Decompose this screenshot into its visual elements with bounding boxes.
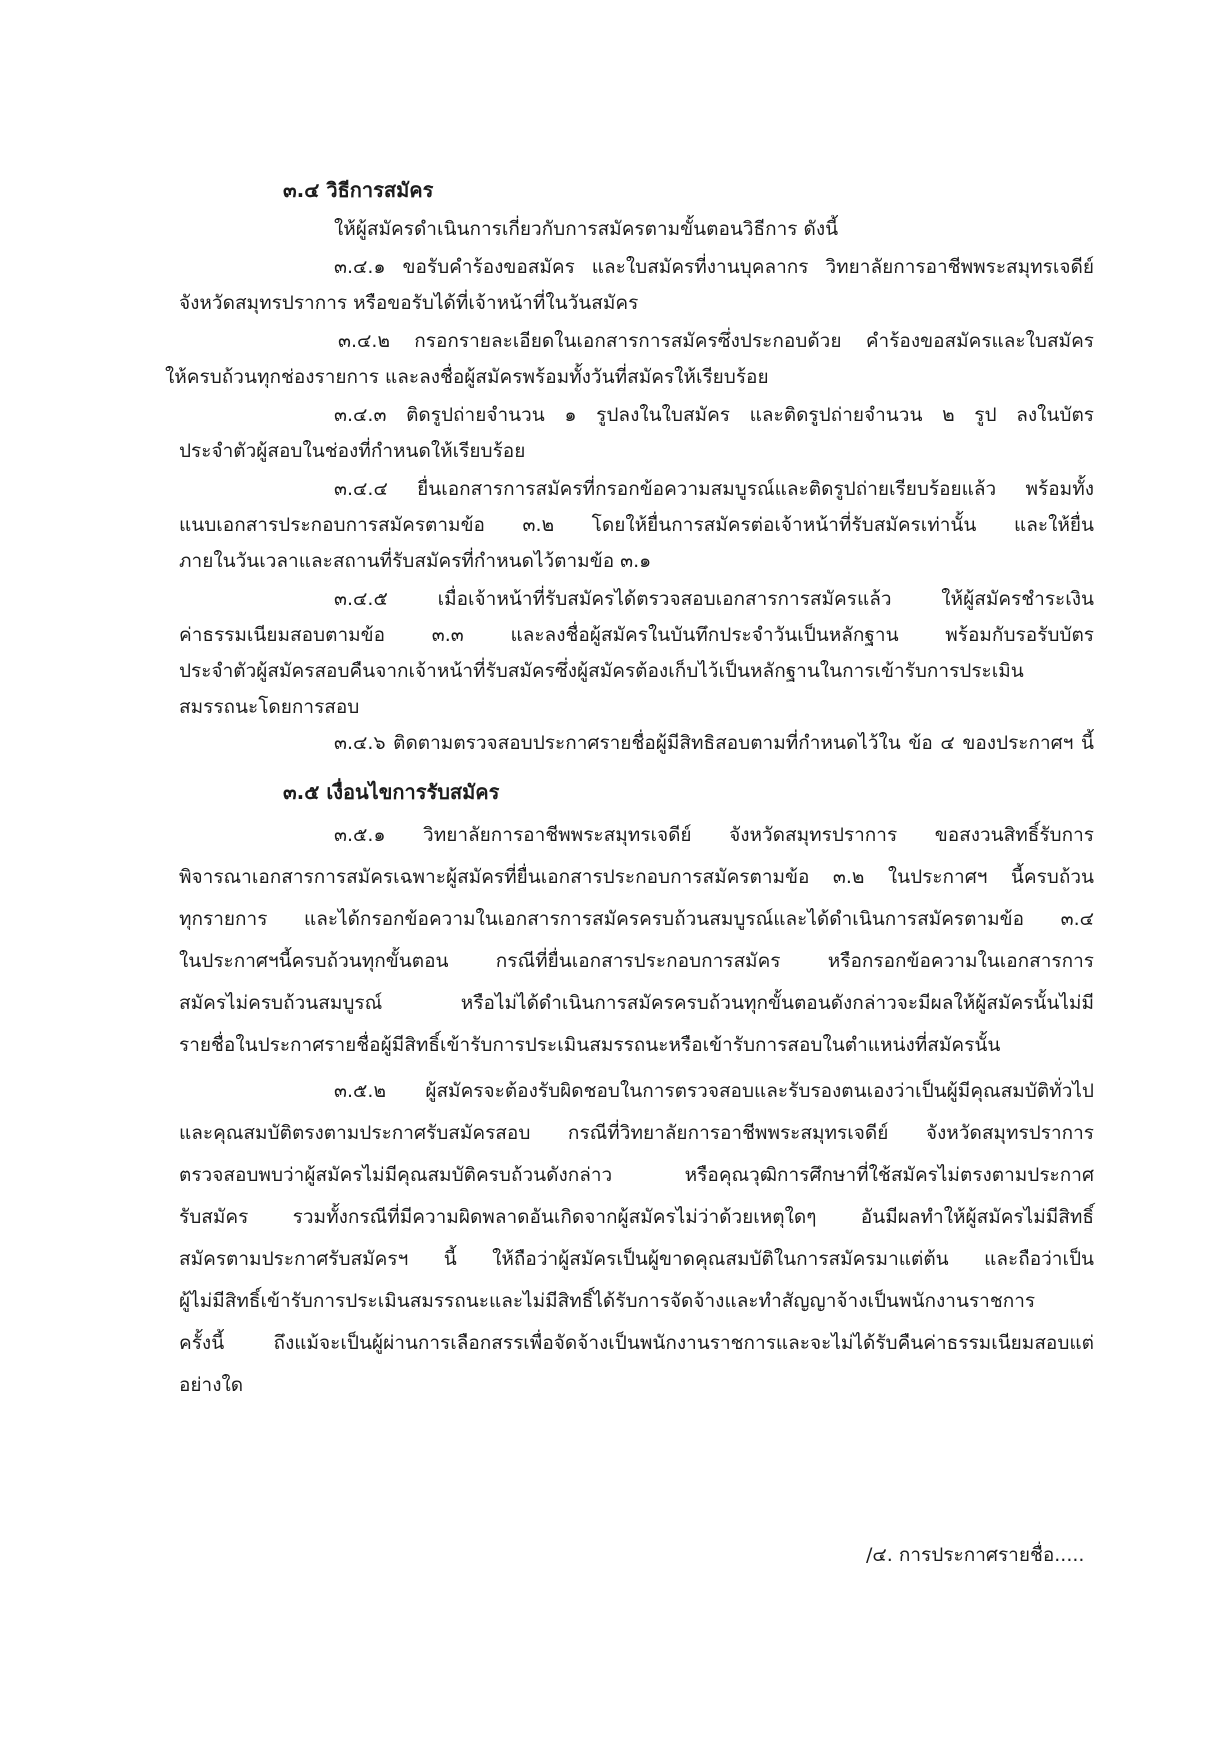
paragraph-line: ๓.๔.๓ ติดรูปถ่ายจำนวน ๑ รูปลงในใบสมัคร และติดรูปถ่ายจำนวน ๒ รูป ลงในบัตร bbox=[334, 404, 1094, 426]
paragraph-line: อย่างใด bbox=[179, 1374, 244, 1396]
paragraph-line: ทุกรายการ และได้กรอกข้อความในเอกสารการสมัครครบถ้วนสมบูรณ์และได้ดำเนินการสมัครตามข้อ ๓.๔ bbox=[179, 908, 1094, 930]
paragraph-line: ครั้งนี้ ถึงแม้จะเป็นผู้ผ่านการเลือกสรรเพื่อจัดจ้างเป็นพนักงานราชการและจะไม่ได้รับคืนค่าธรรมเนียมสอบแต่ bbox=[179, 1332, 1094, 1354]
paragraph-line: ๓.๔.๕ เมื่อเจ้าหน้าที่รับสมัครได้ตรวจสอบเอกสารการสมัครแล้ว ให้ผู้สมัครชำระเงิน bbox=[334, 588, 1094, 610]
paragraph-line: สมรรถนะโดยการสอบ bbox=[179, 696, 360, 718]
section-heading-3-4: ๓.๔ วิธีการสมัคร bbox=[283, 178, 434, 202]
paragraph-line: สมัครไม่ครบถ้วนสมบูรณ์ หรือไม่ได้ดำเนินการสมัครครบถ้วนทุกขั้นตอนดังกล่าวจะมีผลให้ผู้สมัครนั้นไม่มี bbox=[179, 992, 1094, 1014]
paragraph-line: รับสมัคร รวมทั้งกรณีที่มีความผิดพลาดอันเกิดจากผู้สมัครไม่ว่าด้วยเหตุใดๆ อันมีผลทำให้ผู้สมัครไม่มีสิทธิ์ bbox=[179, 1206, 1094, 1228]
paragraph-line: ๓.๔.๑ ขอรับคำร้องขอสมัคร และใบสมัครที่งานบุคลากร วิทยาลัยการอาชีพพระสมุทรเจดีย์ bbox=[334, 256, 1094, 278]
paragraph-line: ๓.๔.๖ ติดตามตรวจสอบประกาศรายชื่อผู้มีสิทธิสอบตามที่กำหนดไว้ใน ข้อ ๔ ของประกาศฯ นี้ bbox=[334, 732, 1094, 754]
page-continuation-note: /๔. การประกาศรายชื่อ..... bbox=[866, 1544, 1085, 1566]
paragraph-line: ผู้ไม่มีสิทธิ์เข้ารับการประเมินสมรรถนะและไม่มีสิทธิ์ได้รับการจัดจ้างและทำสัญญาจ้างเป็นพนักงานราชการ bbox=[179, 1290, 1036, 1312]
paragraph-line: และคุณสมบัติตรงตามประกาศรับสมัครสอบ กรณีที่วิทยาลัยการอาชีพพระสมุทรเจดีย์ จังหวัดสมุทรปราการ bbox=[179, 1122, 1094, 1144]
paragraph-line: ตรวจสอบพบว่าผู้สมัครไม่มีคุณสมบัติครบถ้วนดังกล่าว หรือคุณวุฒิการศึกษาที่ใช้สมัครไม่ตรงตามประกาศ bbox=[179, 1164, 1094, 1186]
paragraph-line: ในประกาศฯนี้ครบถ้วนทุกขั้นตอน กรณีที่ยื่นเอกสารประกอบการสมัคร หรือกรอกข้อความในเอกสารการ bbox=[179, 950, 1094, 972]
paragraph-line: ๓.๔.๒ กรอกรายละเอียดในเอกสารการสมัครซึ่งประกอบด้วย คำร้องขอสมัครและใบสมัคร bbox=[338, 330, 1094, 352]
paragraph-line: ภายในวันเวลาและสถานที่รับสมัครที่กำหนดไว้ตามข้อ ๓.๑ bbox=[179, 550, 652, 572]
section-intro: ให้ผู้สมัครดำเนินการเกี่ยวกับการสมัครตามขั้นตอนวิธีการ ดังนี้ bbox=[334, 218, 839, 240]
paragraph-line: ค่าธรรมเนียมสอบตามข้อ ๓.๓ และลงชื่อผู้สมัครในบันทึกประจำวันเป็นหลักฐาน พร้อมกับรอรับบัตร bbox=[179, 624, 1094, 646]
paragraph-line: ประจำตัวผู้สมัครสอบคืนจากเจ้าหน้าที่รับสมัครซึ่งผู้สมัครต้องเก็บไว้เป็นหลักฐานในการเข้ารับการประเมิน bbox=[179, 660, 1024, 682]
paragraph-line: ประจำตัวผู้สอบในช่องที่กำหนดให้เรียบร้อย bbox=[179, 440, 526, 462]
paragraph-line: รายชื่อในประกาศรายชื่อผู้มีสิทธิ์เข้ารับการประเมินสมรรถนะหรือเข้ารับการสอบในตำแหน่งที่สมัครนั้น bbox=[179, 1034, 1001, 1056]
paragraph-line: สมัครตามประกาศรับสมัครฯ นี้ ให้ถือว่าผู้สมัครเป็นผู้ขาดคุณสมบัติในการสมัครมาแต่ต้น และถือว่าเป็น bbox=[179, 1248, 1094, 1270]
section-heading-3-5: ๓.๕ เงื่อนไขการรับสมัคร bbox=[283, 780, 500, 804]
paragraph-line: ๓.๕.๑ วิทยาลัยการอาชีพพระสมุทรเจดีย์ จังหวัดสมุทรปราการ ขอสงวนสิทธิ์รับการ bbox=[334, 824, 1094, 846]
paragraph-line: แนบเอกสารประกอบการสมัครตามข้อ ๓.๒ โดยให้ยื่นการสมัครต่อเจ้าหน้าที่รับสมัครเท่านั้น และให้ยื่น bbox=[179, 514, 1094, 536]
paragraph-line: ๓.๕.๒ ผู้สมัครจะต้องรับผิดชอบในการตรวจสอบและรับรองตนเองว่าเป็นผู้มีคุณสมบัติทั่วไป bbox=[334, 1080, 1094, 1102]
paragraph-line: ๓.๔.๔ ยื่นเอกสารการสมัครที่กรอกข้อความสมบูรณ์และติดรูปถ่ายเรียบร้อยแล้ว พร้อมทั้ง bbox=[334, 478, 1094, 500]
paragraph-line: พิจารณาเอกสารการสมัครเฉพาะผู้สมัครที่ยื่นเอกสารประกอบการสมัครตามข้อ ๓.๒ ในประกาศฯ นี้ครบถ้วน bbox=[179, 866, 1094, 888]
paragraph-line: จังหวัดสมุทรปราการ หรือขอรับได้ที่เจ้าหน้าที่ในวันสมัคร bbox=[179, 292, 639, 314]
paragraph-line: ให้ครบถ้วนทุกช่องรายการ และลงชื่อผู้สมัครพร้อมทั้งวันที่สมัครให้เรียบร้อย bbox=[165, 366, 769, 388]
